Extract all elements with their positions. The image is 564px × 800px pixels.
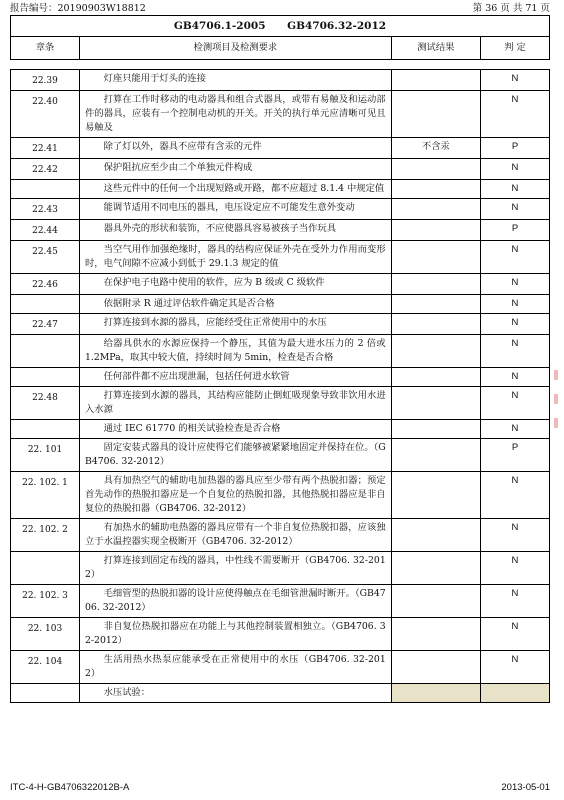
table-row — [11, 472, 550, 519]
row-verdict: N — [480, 368, 549, 387]
row-requirement: 有加热水的辅助电热器的器具应带有一个非自复位热脱扣器，应该独立于水温控器实现全极断开（GB4706. 32-2012） — [80, 519, 392, 552]
table-row — [11, 618, 550, 651]
test-table — [10, 36, 550, 703]
table-row — [11, 684, 550, 703]
table-row — [11, 241, 550, 274]
row-result — [391, 684, 480, 703]
row-verdict: P — [480, 439, 549, 472]
table-row — [11, 314, 550, 335]
row-result — [391, 180, 480, 199]
row-requirement: 打算在工作时移动的电动器具和组合式器具，或带有易触及和运动部件的器具，应装有一个控制电动机的开关。开关的执行单元应清晰可见且易触及 — [80, 91, 392, 138]
table-row — [11, 585, 550, 618]
table-row — [11, 519, 550, 552]
table-row — [11, 220, 550, 241]
table-row — [11, 552, 550, 585]
row-verdict — [480, 684, 549, 703]
table-header-row — [11, 37, 550, 60]
row-clause: 22. 102. 1 — [11, 472, 80, 519]
header-clause: 章条 — [11, 37, 80, 60]
table-row — [11, 420, 550, 439]
row-requirement: 任何部件都不应出现泄漏，包括任何进水软管 — [80, 368, 392, 387]
standard-2: GB4706.32-2012 — [287, 20, 387, 32]
header-gap — [11, 60, 550, 70]
report-number: 报告编号：20190903W18812 — [10, 3, 146, 14]
row-clause: 22.48 — [11, 387, 80, 420]
row-verdict: N — [480, 159, 549, 180]
row-clause: 22.46 — [11, 274, 80, 295]
form-id: ITC-4-H-GB4706322012B-A — [10, 782, 130, 793]
row-clause — [11, 335, 80, 368]
table-row — [11, 387, 550, 420]
row-result — [391, 220, 480, 241]
standards-title — [10, 15, 550, 36]
row-requirement: 除了灯以外，器具不应带有含汞的元件 — [80, 138, 392, 159]
row-verdict: N — [480, 335, 549, 368]
row-requirement: 给器具供水的水源应保持一个静压，其值为最大进水压力的 2 倍或 1.2MPa，取其中较大值，持续时间为 5min，检查是否合格 — [80, 335, 392, 368]
row-clause: 22.40 — [11, 91, 80, 138]
row-result — [391, 159, 480, 180]
row-verdict: N — [480, 651, 549, 684]
table-row — [11, 180, 550, 199]
row-requirement: 这些元件中的任何一个出现短路或开路，都不应超过 8.1.4 中规定值 — [80, 180, 392, 199]
row-clause: 22.42 — [11, 159, 80, 180]
row-verdict: N — [480, 70, 549, 91]
form-date: 2013-05-01 — [501, 782, 550, 793]
row-result — [391, 420, 480, 439]
table-row — [11, 295, 550, 314]
table-row — [11, 70, 550, 91]
row-requirement: 依据附录 R 通过评估软件确定其是否合格 — [80, 295, 392, 314]
row-result — [391, 552, 480, 585]
header-verdict: 判 定 — [480, 37, 549, 60]
standard-1: GB4706.1-2005 — [173, 20, 266, 32]
row-clause — [11, 552, 80, 585]
row-result — [391, 368, 480, 387]
row-requirement: 生活用热水热泵应能承受在正常使用中的水压（GB4706. 32-2012） — [80, 651, 392, 684]
row-clause: 22.41 — [11, 138, 80, 159]
row-clause: 22.44 — [11, 220, 80, 241]
row-result — [391, 241, 480, 274]
row-result — [391, 274, 480, 295]
row-requirement: 打算连接到水源的器具，其结构应能防止倒虹吸现象导致非饮用水进入水源 — [80, 387, 392, 420]
row-verdict: N — [480, 180, 549, 199]
row-result — [391, 519, 480, 552]
row-result — [391, 335, 480, 368]
row-verdict: N — [480, 585, 549, 618]
table-row — [11, 368, 550, 387]
row-verdict: N — [480, 472, 549, 519]
row-verdict: N — [480, 274, 549, 295]
table-row — [11, 199, 550, 220]
row-clause — [11, 368, 80, 387]
row-requirement: 打算连接到固定布线的器具，中性线不需要断开（GB4706. 32-2012） — [80, 552, 392, 585]
row-result — [391, 199, 480, 220]
table-row — [11, 274, 550, 295]
row-requirement: 具有加热空气的辅助电加热器的器具应至少带有两个热脱扣器；预定首先动作的热脱扣器应是一个自复位的热脱扣器，其他热脱扣器应是非自复位的热脱扣器（GB4706. 32-2012） — [80, 472, 392, 519]
row-clause: 22. 101 — [11, 439, 80, 472]
row-clause: 22. 104 — [11, 651, 80, 684]
row-result — [391, 314, 480, 335]
row-verdict: N — [480, 552, 549, 585]
row-clause: 22.39 — [11, 70, 80, 91]
row-clause: 22. 102. 2 — [11, 519, 80, 552]
page-info: 第 36 页 共 71 页 — [472, 3, 550, 14]
row-requirement: 灯座只能用于灯头的连接 — [80, 70, 392, 91]
row-clause: 22.43 — [11, 199, 80, 220]
table-row — [11, 335, 550, 368]
row-requirement: 固定安装式器具的设计应使得它们能够被紧紧地固定并保持在位。（GB4706. 32-2012） — [80, 439, 392, 472]
row-clause — [11, 180, 80, 199]
row-result — [391, 618, 480, 651]
table-row — [11, 159, 550, 180]
row-requirement: 保护阻抗应至少由二个单独元件构成 — [80, 159, 392, 180]
row-requirement: 水压试验： — [80, 684, 392, 703]
row-result — [391, 91, 480, 138]
row-clause — [11, 295, 80, 314]
row-verdict: N — [480, 241, 549, 274]
row-result — [391, 585, 480, 618]
row-clause — [11, 420, 80, 439]
row-verdict: N — [480, 618, 549, 651]
row-result — [391, 439, 480, 472]
side-mark — [554, 370, 562, 450]
table-row — [11, 138, 550, 159]
row-verdict: P — [480, 220, 549, 241]
header-requirement: 检测项目及检测要求 — [80, 37, 392, 60]
row-clause: 22.45 — [11, 241, 80, 274]
row-requirement: 在保护电子电路中使用的软件，应为 B 级或 C 级软件 — [80, 274, 392, 295]
row-result — [391, 70, 480, 91]
row-result — [391, 651, 480, 684]
row-requirement: 能调节适用不同电压的器具，电压设定应不可能发生意外变动 — [80, 199, 392, 220]
row-requirement: 非自复位热脱扣器应在功能上与其他控制装置相独立。（GB4706. 32-2012） — [80, 618, 392, 651]
row-result — [391, 387, 480, 420]
row-result — [391, 295, 480, 314]
row-verdict: N — [480, 91, 549, 138]
table-row — [11, 651, 550, 684]
report-header — [10, 2, 550, 16]
table-body — [11, 70, 550, 703]
row-verdict: N — [480, 519, 549, 552]
row-verdict: N — [480, 199, 549, 220]
row-verdict: N — [480, 314, 549, 335]
row-requirement: 器具外壳的形状和装饰，不应使器具容易被孩子当作玩具 — [80, 220, 392, 241]
row-requirement: 通过 IEC 61770 的相关试验检查是否合格 — [80, 420, 392, 439]
row-verdict: N — [480, 420, 549, 439]
row-requirement: 毛细管型的热脱扣器的设计应使得触点在毛细管泄漏时断开。（GB4706. 32-2012） — [80, 585, 392, 618]
row-verdict: P — [480, 138, 549, 159]
row-result: 不含汞 — [391, 138, 480, 159]
row-verdict: N — [480, 295, 549, 314]
header-result: 测试结果 — [391, 37, 480, 60]
table-row — [11, 91, 550, 138]
row-requirement: 当空气用作加强绝缘时，器具的结构应保证外壳在受外力作用而变形时，电气间隙不应减小到低于 29.1.3 规定的值 — [80, 241, 392, 274]
row-verdict: N — [480, 387, 549, 420]
row-clause: 22.47 — [11, 314, 80, 335]
row-clause: 22. 103 — [11, 618, 80, 651]
row-requirement: 打算连接到水源的器具，应能经受住正常使用中的水压 — [80, 314, 392, 335]
row-result — [391, 472, 480, 519]
row-clause: 22. 102. 3 — [11, 585, 80, 618]
row-clause — [11, 684, 80, 703]
table-row — [11, 439, 550, 472]
